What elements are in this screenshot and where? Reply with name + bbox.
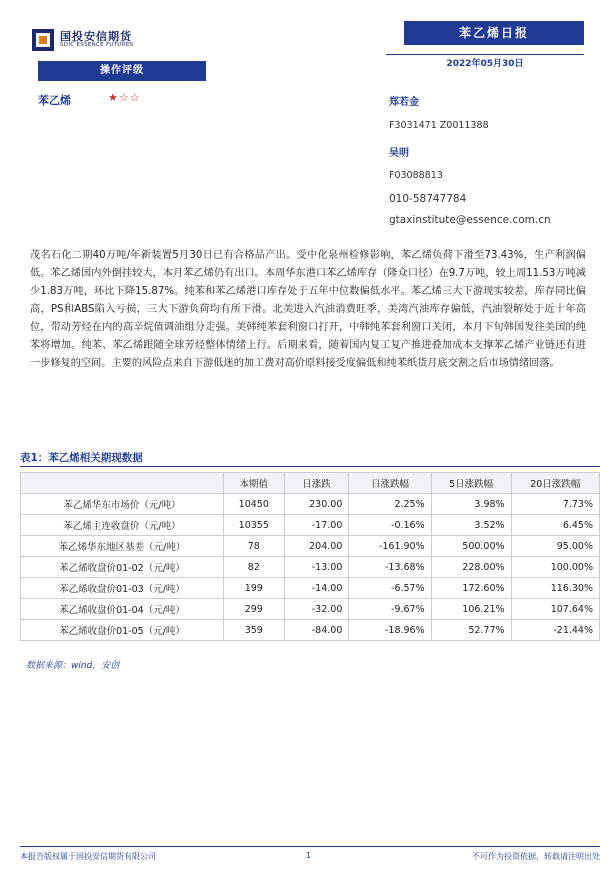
table-cell: 苯乙烯收盘价01-05（元/吨） — [21, 620, 224, 641]
table-cell: 172.60% — [431, 578, 511, 599]
table-cell: 3.98% — [431, 494, 511, 515]
table-cell: -6.57% — [349, 578, 431, 599]
table-cell: 230.00 — [284, 494, 349, 515]
report-title: 苯乙烯日报 — [404, 21, 584, 45]
contact-email[interactable]: gtaxinstitute@essence.com.cn — [389, 214, 551, 226]
table-row — [21, 599, 600, 620]
table-cell: 116.30% — [511, 578, 599, 599]
table-row — [21, 494, 600, 515]
table-cell: 107.64% — [511, 599, 599, 620]
table-header-cell: 日涨跌幅 — [349, 473, 431, 494]
table-title: 表1：苯乙烯相关期现数据 — [20, 452, 143, 464]
logo-text-en: SDIC ESSENCE FUTURES — [60, 42, 134, 48]
table-row — [21, 557, 600, 578]
analyst-license: F3031471 Z0011388 — [389, 120, 489, 131]
table-title-divider — [20, 466, 600, 467]
table-cell: 苯乙烯华东市场价（元/吨） — [21, 494, 224, 515]
table-cell: -18.96% — [349, 620, 431, 641]
table-cell: 359 — [224, 620, 285, 641]
table-cell: -0.16% — [349, 515, 431, 536]
table-cell: -14.00 — [284, 578, 349, 599]
table-cell: 199 — [224, 578, 285, 599]
summary-paragraph: 茂名石化二期40万吨/年新装置5月30日已有合格品产出。受中化泉州检修影响，苯乙烯负荷下滑至73.43%，生产利润偏低。苯乙烯国内外倒挂较大，本月苯乙烯仍有出口。本周华东港口苯乙烯库存（隆众口径）在9.7万吨，较上周11.53万吨减少1.83万吨，环比下降15.87%。纯苯和苯乙烯港口库存处于五年中位数偏低水平。苯乙烯三大下游现实较差，库存同比偏高，PS和ABS陷入亏损，三大下游负荷均有所下滑。北美进入汽油消费旺季，美湾汽油库存偏低，汽油裂解处于近十年高位，带动芳烃在内的高辛烷值调油组分走强。美韩纯苯套利窗口打开，中韩纯苯套利窗口关闭，本月下旬韩国发往美国的纯苯将增加。纯苯、苯乙烯跟随全球芳烃整体情绪上行。后期来看，随着国内复工复产推进叠加成本支撑苯乙烯产业链还有进一步修复的空间。主要的风险点来自下游低迷的加工费对高价原料接受度偏低和纯苯纸货月底交割之后市场情绪回落。 — [30, 250, 586, 369]
table-header-cell: 5日涨跌幅 — [431, 473, 511, 494]
table-cell: -9.67% — [349, 599, 431, 620]
report-date: 2022年05月30日 — [446, 59, 524, 69]
rating-bar: 操作评级 — [38, 61, 206, 81]
analyst-license: F03088813 — [389, 170, 443, 181]
table-cell: 52.77% — [431, 620, 511, 641]
table-cell: 100.00% — [511, 557, 599, 578]
logo-text-cn: 国投安信期货 — [60, 30, 132, 43]
table-cell: -161.90% — [349, 536, 431, 557]
table-cell: 204.00 — [284, 536, 349, 557]
table-cell: -13.68% — [349, 557, 431, 578]
footer-divider — [20, 846, 600, 847]
table-row — [21, 536, 600, 557]
table-header-cell — [21, 473, 224, 494]
table-header-cell: 日涨跌 — [284, 473, 349, 494]
table-cell: 苯乙烯华东地区基差（元/吨） — [21, 536, 224, 557]
company-logo — [32, 28, 182, 54]
data-table — [20, 472, 600, 641]
table-cell: 苯乙烯收盘价01-02（元/吨） — [21, 557, 224, 578]
table-row — [21, 515, 600, 536]
footer-copyright: 本报告版权属于国投安信期货有限公司 — [20, 852, 156, 861]
table-cell: 7.73% — [511, 494, 599, 515]
table-cell: 苯乙烯收盘价01-03（元/吨） — [21, 578, 224, 599]
table-cell: -21.44% — [511, 620, 599, 641]
date-divider — [386, 54, 584, 55]
data-source: 数据来源：wind，安创 — [26, 661, 120, 671]
contact-phone: 010-58747784 — [389, 193, 467, 205]
table-row — [21, 578, 600, 599]
table-header-cell: 本期值 — [224, 473, 285, 494]
table-cell: 299 — [224, 599, 285, 620]
table-cell: 3.52% — [431, 515, 511, 536]
table-cell: 6.45% — [511, 515, 599, 536]
logo-mark-icon — [32, 29, 54, 51]
table-cell: -84.00 — [284, 620, 349, 641]
table-cell: 10450 — [224, 494, 285, 515]
table-cell: 苯乙烯主连收盘价（元/吨） — [21, 515, 224, 536]
table-cell: 95.00% — [511, 536, 599, 557]
table-cell: -13.00 — [284, 557, 349, 578]
table-cell: 106.21% — [431, 599, 511, 620]
commodity-name: 苯乙烯 — [38, 94, 71, 107]
table-cell: 82 — [224, 557, 285, 578]
analyst-name: 吴明 — [389, 148, 409, 159]
analyst-name: 郑若金 — [389, 97, 419, 108]
page-number: 1 — [306, 851, 312, 860]
table-cell: 苯乙烯收盘价01-04（元/吨） — [21, 599, 224, 620]
table-header-cell: 20日涨跌幅 — [511, 473, 599, 494]
table-cell: 228.00% — [431, 557, 511, 578]
table-cell: -32.00 — [284, 599, 349, 620]
footer-disclaimer: 不可作为投资依据，转载请注明出处 — [472, 852, 600, 861]
table-cell: 78 — [224, 536, 285, 557]
table-header-row — [21, 473, 600, 494]
table-row — [21, 620, 600, 641]
table-cell: 10355 — [224, 515, 285, 536]
table-cell: 500.00% — [431, 536, 511, 557]
table-cell: 2.25% — [349, 494, 431, 515]
rating-stars: ★☆☆ — [108, 91, 141, 104]
table-cell: -17.00 — [284, 515, 349, 536]
